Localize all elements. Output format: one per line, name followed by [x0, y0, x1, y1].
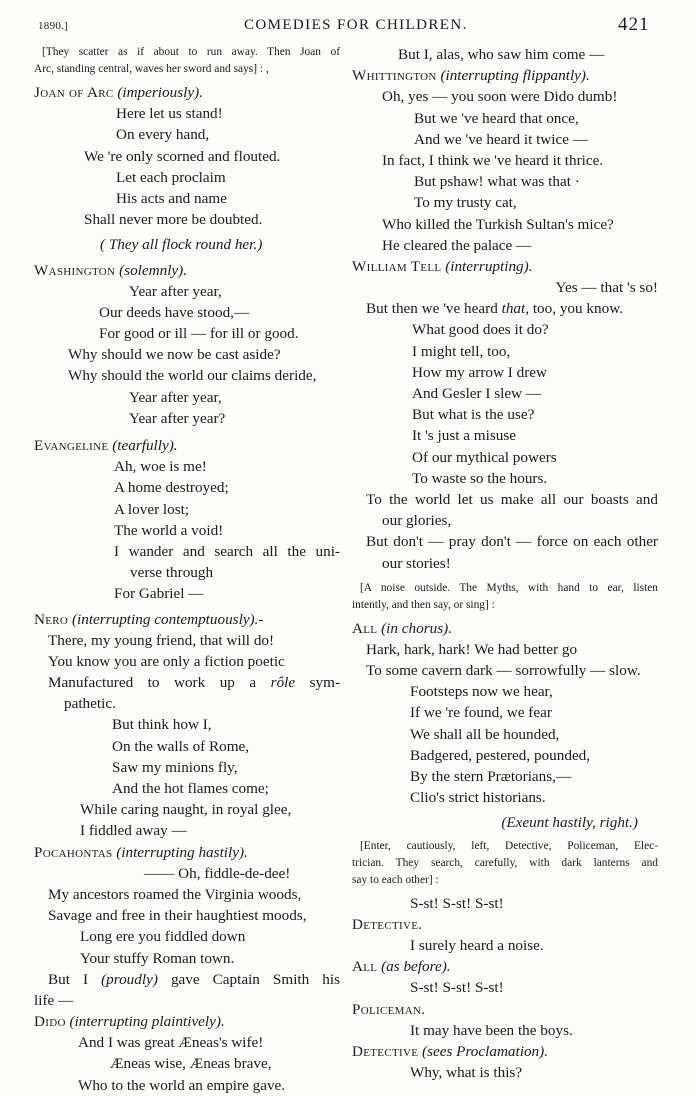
verse-line: In fact, I think we 've heard it thrice.	[382, 151, 604, 169]
verse-line: Who to the world an empire gave.	[78, 1076, 286, 1094]
speaker-all: All (as before).	[352, 958, 451, 976]
verse-line: What good does it do?	[412, 321, 549, 339]
speaker-dido: Dido (interrupting plaintively).	[34, 1013, 225, 1031]
speaker-whittington: Whittington (interrupting flippantly).	[352, 67, 590, 85]
verse-line: But then we 've heard that, too, you know.	[366, 300, 623, 318]
verse-line: My ancestors roamed the Virginia woods,	[48, 885, 302, 903]
stage-direction: [A noise outside. The Myths, with hand to ear, listen	[360, 581, 658, 594]
verse-line: A home destroyed;	[114, 479, 229, 497]
page-header	[0, 0, 696, 40]
verse-line: For Gabriel —	[114, 585, 204, 603]
verse-line: Why, what is this?	[410, 1064, 523, 1082]
verse-line: On the walls of Rome,	[112, 737, 250, 755]
speaker-policeman: Policeman.	[352, 1000, 426, 1018]
verse-line: To the world let us make all our boasts and	[366, 490, 658, 508]
verse-line: There, my young friend, that will do!	[48, 631, 275, 649]
verse-line: And I was great Æneas's wife!	[78, 1034, 264, 1052]
verse-line: our glories,	[382, 512, 452, 530]
verse-line: To some cavern dark — sorrowfully — slow.	[366, 662, 641, 680]
verse-line: Here let us stand!	[116, 105, 223, 123]
speaker-all: All (in chorus).	[352, 619, 452, 637]
verse-line: And we 've heard it twice —	[414, 130, 588, 148]
verse-line: While caring naught, in royal glee,	[80, 801, 292, 819]
header-date: 1890.]	[38, 20, 69, 32]
stage-direction: [Enter, cautiously, left, Detective, Policeman, Elec-	[360, 839, 658, 852]
verse-line: I fiddled away —	[80, 822, 187, 840]
verse-line: And the hot flames come;	[112, 780, 269, 797]
stage-direction-exeunt: (Exeunt hastily, right.)	[501, 814, 638, 832]
verse-line: For good or ill — for ill or good.	[99, 325, 299, 343]
verse-line: Shall never more be doubted.	[84, 211, 263, 229]
verse-line: I surely heard a noise.	[410, 936, 544, 954]
verse-line: If we 're found, we fear	[410, 704, 552, 722]
stage-direction: Arc, standing central, waves her sword and says] : ,	[34, 63, 269, 75]
verse-line: our stories!	[382, 554, 451, 572]
speaker-pocahontas: Pocahontas (interrupting hastily).	[34, 843, 248, 861]
stage-direction: say to each other] :	[352, 873, 439, 886]
verse-line: pathetic.	[64, 695, 116, 713]
verse-line: Of our mythical powers	[412, 448, 557, 466]
verse-line: Savage and free in their haughtiest moods,	[48, 907, 307, 925]
verse-line: Saw my minions fly,	[112, 758, 238, 776]
running-title: COMEDIES FOR CHILDREN.	[244, 17, 468, 33]
stage-direction: intently, and then say, or sing] :	[352, 598, 495, 611]
verse-line: We 're only scorned and flouted.	[84, 147, 281, 165]
verse-line: Badgered, pestered, pounded,	[410, 746, 591, 764]
verse-line: To my trusty cat,	[414, 194, 517, 212]
verse-line: The world a void!	[114, 521, 224, 539]
verse-line: But we 've heard that once,	[414, 109, 579, 127]
verse-line: Year after year,	[129, 282, 222, 300]
speaker-detective: Detective.	[352, 915, 423, 933]
verse-line: But I, alas, who saw him come —	[398, 46, 605, 63]
verse-line: Who killed the Turkish Sultan's mice?	[382, 215, 614, 233]
verse-line: Why should the world our claims deride,	[68, 367, 317, 385]
verse-line: But what is the use?	[412, 406, 535, 424]
verse-line: S-st! S-st! S-st!	[410, 894, 504, 912]
stage-direction: trician. They search, carefully, with dark lanterns and	[352, 856, 658, 869]
verse-line: I wander and search all the uni-	[114, 542, 340, 560]
verse-line: And Gesler I slew —	[412, 385, 542, 402]
verse-line: verse through	[130, 564, 214, 582]
verse-line: You know you are only a fiction poetic	[48, 652, 285, 670]
verse-line: It 's just a misuse	[412, 427, 516, 445]
verse-line: Our deeds have stood,—	[99, 303, 250, 321]
verse-line: Ah, woe is me!	[114, 458, 207, 476]
speaker-nero: Nero (interrupting contemptuously).-	[34, 610, 264, 628]
verse-line: But don't — pray don't — force on each other	[366, 533, 658, 551]
left-column	[34, 44, 340, 1096]
verse-line: Manufactured to work up a rôle sym-	[48, 674, 341, 692]
verse-line: Let each proclaim	[116, 168, 226, 186]
verse-line: A lover lost;	[114, 500, 190, 518]
speaker-joan-of-arc: Joan of Arc (imperiously).	[34, 84, 203, 101]
stage-direction-flock: ( They all flock round her.)	[100, 236, 263, 254]
verse-line: Long ere you fiddled down	[80, 928, 246, 946]
verse-line: Year after year?	[129, 409, 226, 427]
verse-line: I might tell, too,	[412, 342, 511, 360]
verse-line: Clio's strict historians.	[410, 789, 546, 807]
verse-line: To waste so the hours.	[412, 469, 548, 487]
verse-line: We shall all be hounded,	[410, 725, 560, 743]
page-number: 421	[618, 14, 650, 35]
right-column	[352, 44, 658, 1083]
verse-line: Hark, hark, hark! We had better go	[366, 640, 578, 658]
verse-line: His acts and name	[116, 189, 227, 207]
verse-line: —— Oh, fiddle-de-dee!	[144, 864, 291, 882]
speaker-evangeline: Evangeline (tearfully).	[34, 437, 178, 454]
verse-line: On every hand,	[116, 126, 210, 144]
speaker-washington: Washington (solemnly).	[34, 261, 188, 279]
speaker-william-tell: William Tell (interrupting).	[352, 257, 533, 275]
speaker-detective: Detective (sees Proclamation).	[352, 1042, 548, 1060]
verse-line: S-st! S-st! S-st!	[410, 979, 504, 997]
verse-line: But I (proudly) gave Captain Smith his	[48, 970, 340, 988]
verse-line: But pshaw! what was that ·	[414, 173, 580, 191]
verse-line: Why should we now be cast aside?	[68, 346, 281, 364]
verse-line: By the stern Prætorians,—	[410, 768, 572, 785]
verse-line: Yes — that 's so!	[555, 279, 658, 297]
verse-line: Oh, yes — you soon were Dido dumb!	[382, 88, 618, 106]
verse-line: Footsteps now we hear,	[410, 683, 553, 701]
stage-direction: [They scatter as if about to run away. Then Joan of	[42, 46, 340, 58]
verse-line: life —	[34, 991, 74, 1009]
verse-line: How my arrow I drew	[412, 363, 547, 381]
verse-line: Your stuffy Roman town.	[80, 949, 235, 967]
verse-line: It may have been the boys.	[410, 1021, 573, 1039]
verse-line: Æneas wise, Æneas brave,	[110, 1055, 272, 1073]
verse-line: But think how I,	[112, 716, 212, 734]
verse-line: Year after year,	[129, 388, 222, 406]
verse-line: He cleared the palace —	[382, 236, 532, 254]
